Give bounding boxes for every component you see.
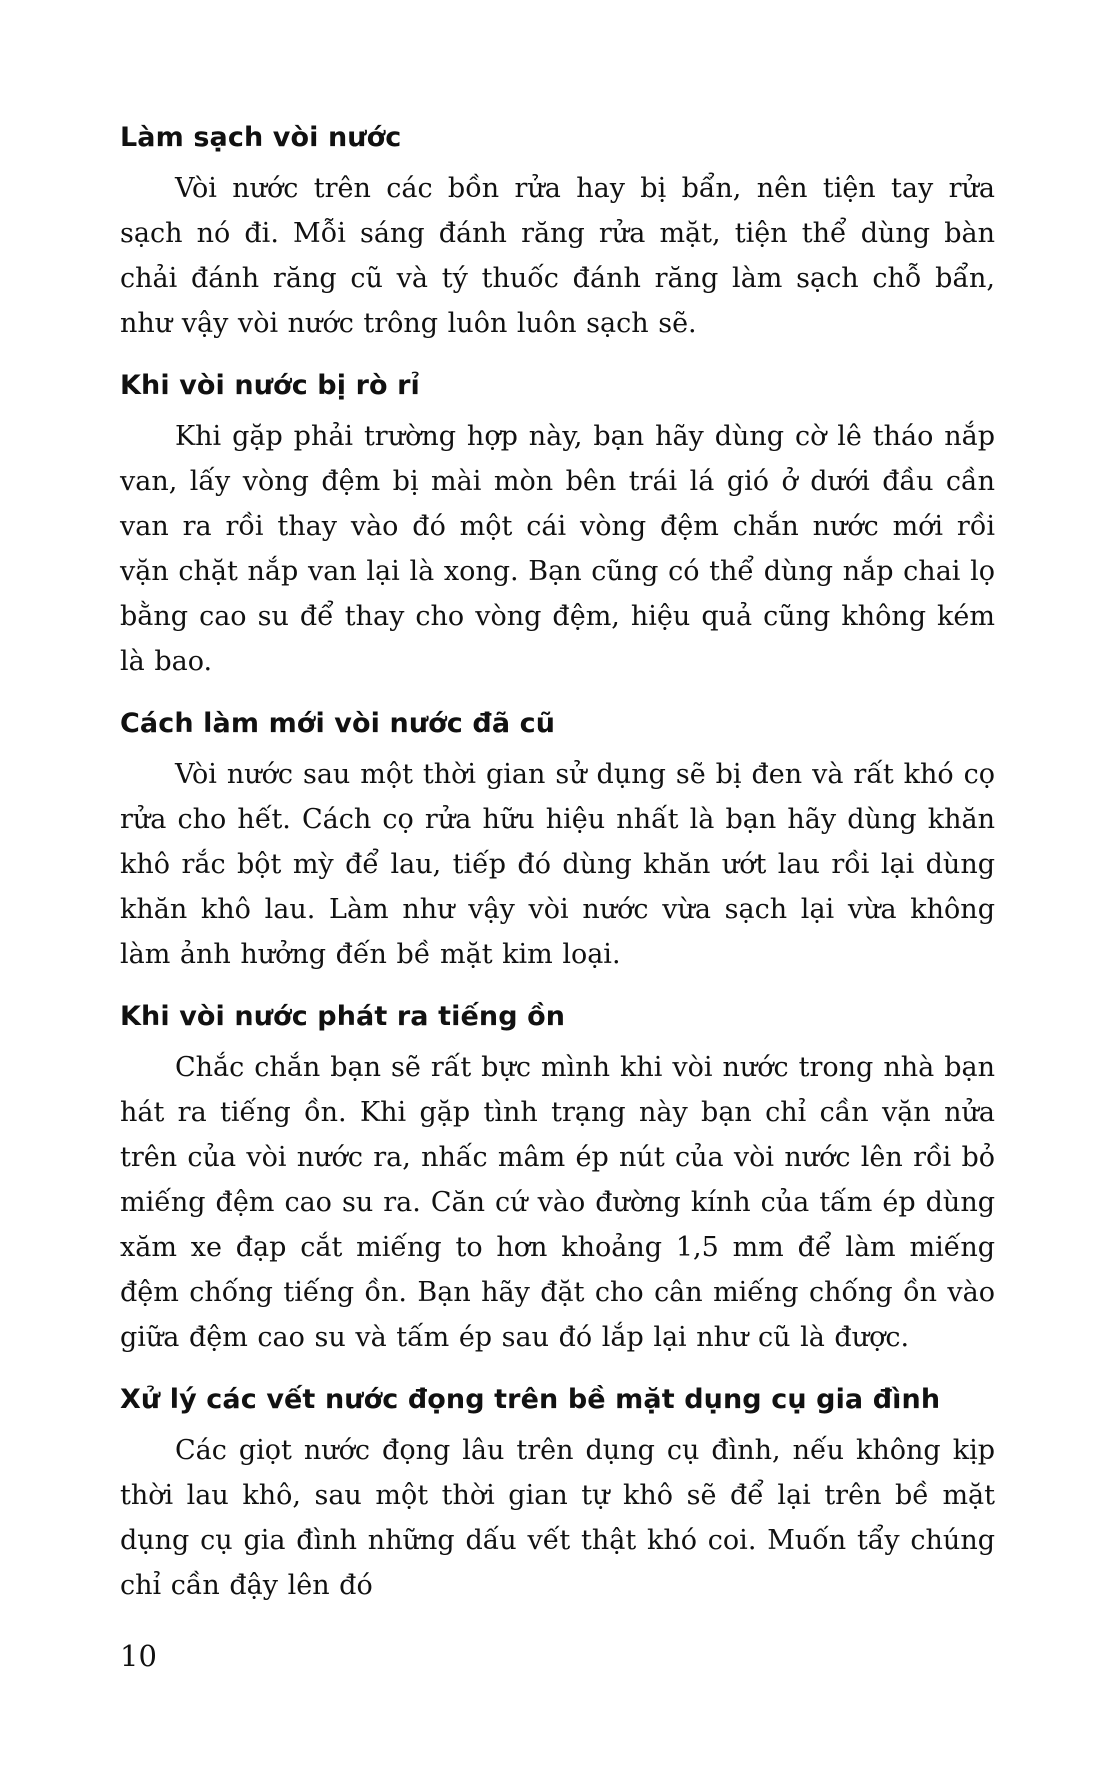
section-leaking-faucet (120, 364, 995, 684)
section-paragraph: Vòi nước trên các bồn rửa hay bị bẩn, nên tiện tay rửa sạch nó đi. Mỗi sáng đánh răng rửa mặt, tiện thể dùng bàn chải đánh răng cũ và tý thuốc đánh răng làm sạch chỗ bẩn, như vậy vòi nước trông luôn luôn sạch sẽ. (120, 173, 995, 339)
section-heading: Cách làm mới vòi nước đã cũ (120, 708, 556, 739)
section-paragraph: Các giọt nước đọng lâu trên dụng cụ đình, nếu không kịp thời lau khô, sau một thời gian tự khô sẽ để lại trên bề mặt dụng cụ gia đình những dấu vết thật khó coi. Muốn tẩy chúng chỉ cần đậy lên đó (120, 1435, 995, 1601)
section-heading: Xử lý các vết nước đọng trên bề mặt dụng cụ gia đình (120, 1384, 941, 1415)
section-paragraph: Khi gặp phải trường hợp này, bạn hãy dùng cờ lê tháo nắp van, lấy vòng đệm bị mài mòn bên trái lá gió ở dưới đầu cần van ra rồi thay vào đó một cái vòng đệm chắn nước mới rồi vặn chặt nắp van lại là xong. Bạn cũng có thể dùng nắp chai lọ bằng cao su để thay cho vòng đệm, hiệu quả cũng không kém là bao. (120, 421, 995, 677)
section-noisy-faucet (120, 995, 995, 1360)
page-content (120, 116, 995, 1626)
section-paragraph: Vòi nước sau một thời gian sử dụng sẽ bị đen và rất khó cọ rửa cho hết. Cách cọ rửa hữu hiệu nhất là bạn hãy dùng khăn khô rắc bột mỳ để lau, tiếp đó dùng khăn ướt lau rồi lại dùng khăn khô lau. Làm như vậy vòi nước vừa sạch lại vừa không làm ảnh hưởng đến bề mặt kim loại. (120, 759, 995, 970)
section-water-stains (120, 1378, 995, 1608)
section-paragraph: Chắc chắn bạn sẽ rất bực mình khi vòi nước trong nhà bạn hát ra tiếng ồn. Khi gặp tình trạng này bạn chỉ cần vặn nửa trên của vòi nước ra, nhấc mâm ép nút của vòi nước lên rồi bỏ miếng đệm cao su ra. Căn cứ vào đường kính của tấm ép dùng xăm xe đạp cắt miếng to hơn khoảng 1,5 mm để làm miếng đệm chống tiếng ồn. Bạn hãy đặt cho cân miếng chống ồn vào giữa đệm cao su và tấm ép sau đó lắp lại như cũ là được. (120, 1052, 995, 1353)
section-heading: Khi vòi nước bị rò rỉ (120, 370, 420, 401)
section-renew-old-faucet (120, 702, 995, 977)
section-clean-faucet (120, 116, 995, 346)
section-heading: Làm sạch vòi nước (120, 122, 402, 153)
page-number: 10 (120, 1639, 157, 1673)
section-heading: Khi vòi nước phát ra tiếng ồn (120, 1001, 566, 1032)
